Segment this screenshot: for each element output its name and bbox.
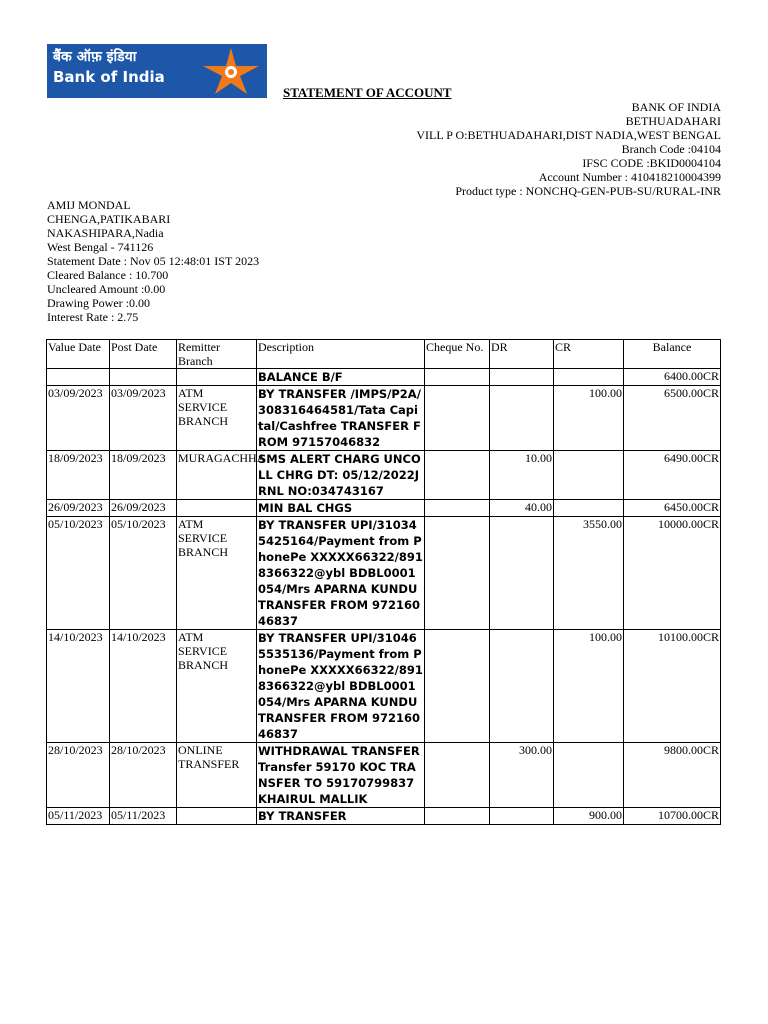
cell-cr xyxy=(554,369,624,386)
bank-name: BANK OF INDIA xyxy=(631,100,721,114)
cell-dr xyxy=(490,630,554,743)
cell-cheque-no xyxy=(425,517,490,630)
ifsc-code: IFSC CODE :BKID0004104 xyxy=(582,156,721,170)
branch-name: BETHUADAHARI xyxy=(625,114,721,128)
header-dr: DR xyxy=(490,340,554,369)
cell-post-date: 28/10/2023 xyxy=(110,743,177,808)
cell-value-date: 18/09/2023 xyxy=(47,451,110,500)
logo-hindi-text: बैंक ऑफ़ इंडिया xyxy=(53,49,137,65)
cell-value-date xyxy=(47,369,110,386)
cell-balance: 6490.00CR xyxy=(624,451,721,500)
cell-balance: 10700.00CR xyxy=(624,808,721,825)
table-row xyxy=(47,630,721,743)
customer-state-pin: West Bengal - 741126 xyxy=(47,240,154,254)
page-title: STATEMENT OF ACCOUNT xyxy=(283,85,452,100)
cell-remitter-branch xyxy=(177,808,257,825)
cell-cr: 100.00 xyxy=(554,386,624,451)
cell-post-date: 05/10/2023 xyxy=(110,517,177,630)
cell-cheque-no xyxy=(425,743,490,808)
cell-cr xyxy=(554,500,624,517)
cell-post-date: 03/09/2023 xyxy=(110,386,177,451)
cell-cr: 3550.00 xyxy=(554,517,624,630)
cell-remitter-branch: ONLINE TRANSFER xyxy=(177,743,257,808)
cell-cr xyxy=(554,743,624,808)
cell-description: BY TRANSFER xyxy=(257,808,425,825)
cell-post-date: 05/11/2023 xyxy=(110,808,177,825)
cell-value-date: 03/09/2023 xyxy=(47,386,110,451)
table-header-row xyxy=(47,340,721,369)
cell-remitter-branch: ATM SERVICE BRANCH xyxy=(177,517,257,630)
cell-remitter-branch: MURAGACHHA xyxy=(177,451,257,500)
header-cr: CR xyxy=(554,340,624,369)
cell-dr xyxy=(490,517,554,630)
cell-balance: 6400.00CR xyxy=(624,369,721,386)
cell-post-date: 26/09/2023 xyxy=(110,500,177,517)
cell-balance: 10000.00CR xyxy=(624,517,721,630)
cell-cheque-no xyxy=(425,369,490,386)
cell-dr xyxy=(490,386,554,451)
cell-cr: 100.00 xyxy=(554,630,624,743)
table-row xyxy=(47,369,721,386)
customer-name: AMIJ MONDAL xyxy=(47,198,131,212)
table-row xyxy=(47,451,721,500)
table-row xyxy=(47,743,721,808)
table-row xyxy=(47,386,721,451)
account-number: Account Number : 410418210004399 xyxy=(538,170,721,184)
statement-date: Statement Date : Nov 05 12:48:01 IST 2023 xyxy=(47,254,260,268)
cell-value-date: 05/10/2023 xyxy=(47,517,110,630)
cell-dr: 10.00 xyxy=(490,451,554,500)
cell-value-date: 05/11/2023 xyxy=(47,808,110,825)
cell-cheque-no xyxy=(425,386,490,451)
cell-dr xyxy=(490,369,554,386)
cell-balance: 6450.00CR xyxy=(624,500,721,517)
cell-dr xyxy=(490,808,554,825)
cell-description: BY TRANSFER UPI/310465535136/Payment from PhonePe XXXXX66322/8918366322@ybl BDBL0001054/Mrs APARNA KUNDU TRANSFER FROM 97216046837 xyxy=(258,631,423,741)
branch-address: VILL P O:BETHUADAHARI,DIST NADIA,WEST BENGAL xyxy=(416,128,721,142)
cell-post-date: 18/09/2023 xyxy=(110,451,177,500)
uncleared-amount: Uncleared Amount :0.00 xyxy=(47,282,166,296)
cell-cheque-no xyxy=(425,808,490,825)
table-row xyxy=(47,808,721,825)
cell-post-date xyxy=(110,369,177,386)
cell-description: BY TRANSFER UPI/310345425164/Payment from PhonePe XXXXX66322/8918366322@ybl BDBL0001054/Mrs APARNA KUNDU TRANSFER FROM 97216046837 xyxy=(258,518,423,628)
cell-description: SMS ALERT CHARG UNCOLL CHRG DT: 05/12/2022JRNL NO:034743167 xyxy=(257,451,425,500)
cell-description: BY TRANSFER /IMPS/P2A/308316464581/Tata Capital/Cashfree TRANSFER FROM 97157046832 xyxy=(257,386,425,451)
bank-details xyxy=(416,100,721,198)
bank-logo xyxy=(47,44,267,98)
header-value-date: Value Date xyxy=(47,340,110,369)
customer-details xyxy=(47,198,259,324)
cell-remitter-branch: ATM SERVICE BRANCH xyxy=(177,386,257,451)
header-description: Description xyxy=(257,340,425,369)
cell-cr xyxy=(554,451,624,500)
cell-balance: 6500.00CR xyxy=(624,386,721,451)
cell-value-date: 26/09/2023 xyxy=(47,500,110,517)
cell-post-date: 14/10/2023 xyxy=(110,630,177,743)
drawing-power: Drawing Power :0.00 xyxy=(47,296,150,310)
cell-cheque-no xyxy=(425,451,490,500)
star-logo-icon xyxy=(197,46,265,96)
cell-value-date: 28/10/2023 xyxy=(47,743,110,808)
cell-balance: 9800.00CR xyxy=(624,743,721,808)
cell-dr: 300.00 xyxy=(490,743,554,808)
interest-rate: Interest Rate : 2.75 xyxy=(47,310,139,324)
header-remitter-branch: Remitter Branch xyxy=(177,340,257,369)
cell-dr: 40.00 xyxy=(490,500,554,517)
cell-remitter-branch xyxy=(177,369,257,386)
branch-code: Branch Code :04104 xyxy=(621,142,721,156)
table-row xyxy=(47,517,721,630)
cell-balance: 10100.00CR xyxy=(624,630,721,743)
cell-cr: 900.00 xyxy=(554,808,624,825)
customer-address-line: NAKASHIPARA,Nadia xyxy=(47,226,164,240)
cell-remitter-branch xyxy=(177,500,257,517)
cell-description: WITHDRAWAL TRANSFER Transfer 59170 KOC TRANSFER TO 59170799837 KHAIRUL MALLIK xyxy=(257,743,425,808)
cleared-balance: Cleared Balance : 10.700 xyxy=(47,268,169,282)
cell-cheque-no xyxy=(425,630,490,743)
transactions-table xyxy=(46,339,721,825)
product-type: Product type : NONCHQ-GEN-PUB-SU/RURAL-INR xyxy=(455,184,721,198)
customer-address-line: CHENGA,PATIKABARI xyxy=(47,212,171,226)
cell-remitter-branch: ATM SERVICE BRANCH xyxy=(177,630,257,743)
cell-value-date: 14/10/2023 xyxy=(47,630,110,743)
header-post-date: Post Date xyxy=(110,340,177,369)
table-row xyxy=(47,500,721,517)
logo-english-text: Bank of India xyxy=(53,68,165,86)
cell-cheque-no xyxy=(425,500,490,517)
cell-description: MIN BAL CHGS xyxy=(257,500,425,517)
header-balance: Balance xyxy=(624,340,721,369)
header-cheque-no: Cheque No. xyxy=(425,340,490,369)
cell-description: BALANCE B/F xyxy=(257,369,425,386)
